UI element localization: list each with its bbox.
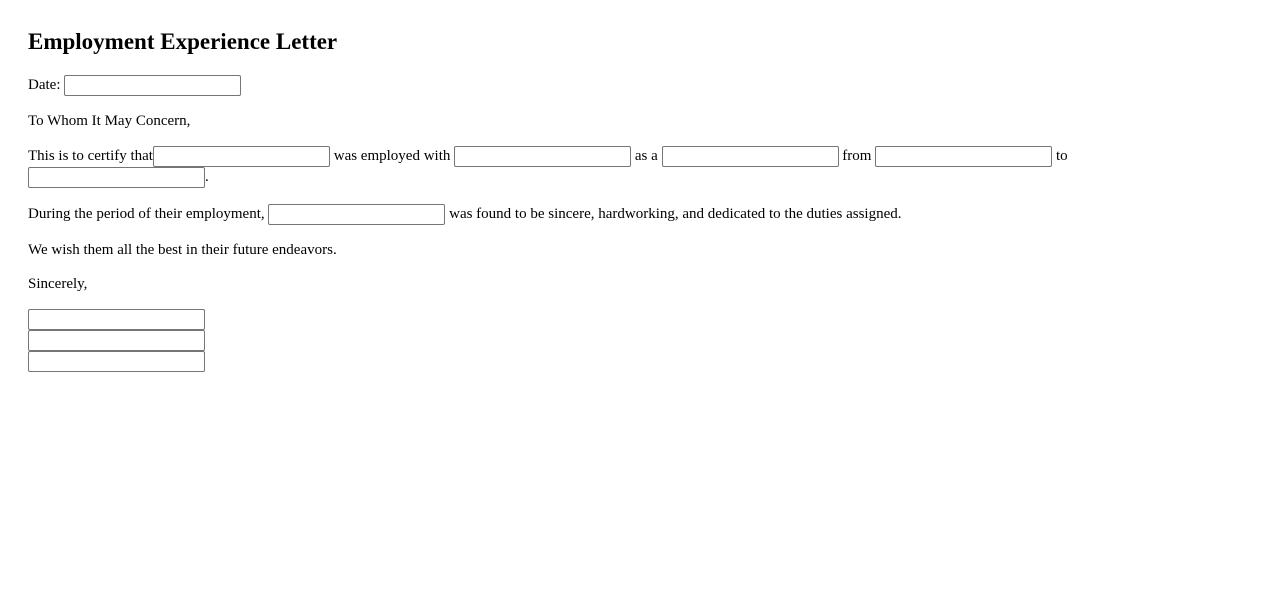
employee-name-2-input[interactable]	[268, 204, 445, 225]
date-line	[28, 75, 241, 96]
certify-line-cont	[28, 167, 209, 188]
from-date-input[interactable]	[875, 146, 1052, 167]
signature-input-2[interactable]	[28, 330, 205, 351]
date-input[interactable]	[64, 75, 241, 96]
certify-text-2: was employed with	[333, 148, 451, 164]
period-line	[28, 204, 901, 225]
certify-text-4: from	[842, 148, 872, 164]
period-text-1: During the period of their employment,	[28, 206, 265, 222]
position-input[interactable]	[662, 146, 839, 167]
period-text-2: was found to be sincere, hardworking, and dedicated to the duties assigned.	[449, 206, 902, 222]
employee-name-input[interactable]	[153, 146, 330, 167]
closing-text: Sincerely,	[28, 276, 88, 292]
date-label: Date:	[28, 77, 61, 93]
company-input[interactable]	[454, 146, 631, 167]
certify-text-5: to	[1055, 148, 1068, 164]
certify-text-3: as a	[634, 148, 658, 164]
signature-input-3[interactable]	[28, 351, 205, 372]
signature-input-1[interactable]	[28, 309, 205, 330]
to-date-input[interactable]	[28, 167, 205, 188]
certify-text-1: This is to certify that	[28, 148, 153, 164]
certify-line	[28, 146, 1068, 167]
wishes-text: We wish them all the best in their future endeavors.	[28, 242, 337, 258]
certify-end: .	[205, 169, 209, 185]
salutation: To Whom It May Concern,	[28, 113, 191, 129]
page-title: Employment Experience Letter	[28, 29, 338, 54]
